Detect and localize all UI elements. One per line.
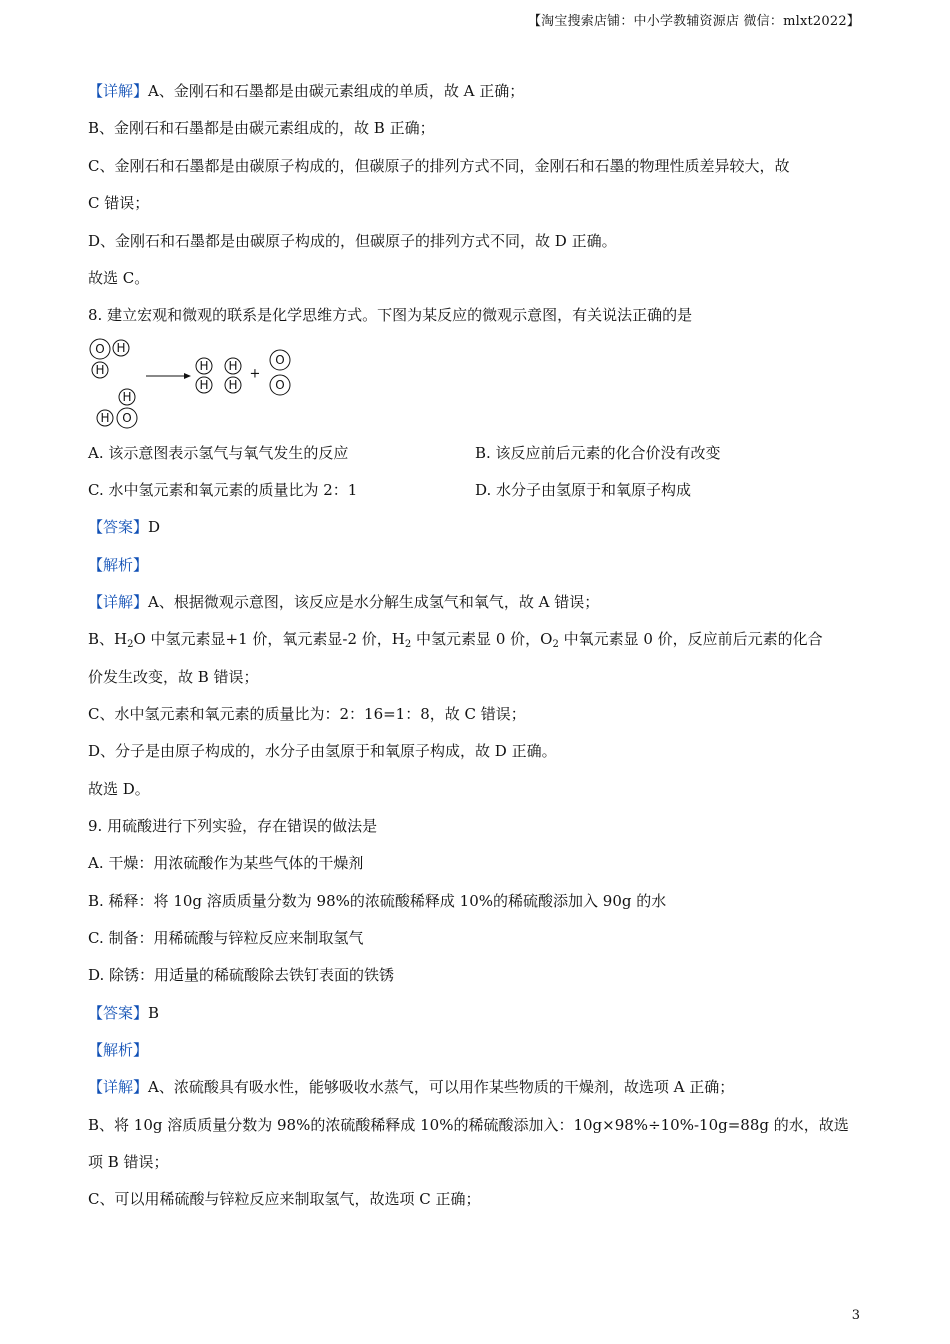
q9-detail-b1: B、将 10g 溶质质量分数为 98%的浓硫酸稀释成 10%的稀硫酸添加入：10g×98%÷10%-10g=88g 的水，故选	[88, 1116, 849, 1134]
answer-value: D	[148, 518, 161, 536]
answer-tag: 【答案】	[88, 1004, 149, 1022]
q9-stem: 9. 用硫酸进行下列实验，存在错误的做法是	[88, 817, 378, 835]
q9-option-c: C. 制备：用稀硫酸与锌粒反应来制取氢气	[88, 929, 364, 947]
q8-detail-a: 【详解】A、根据微观示意图，该反应是水分解生成氢气和氧气，故 A 错误；	[88, 593, 600, 611]
q7-detail-line-a: 【详解】A、金刚石和石墨都是由碳元素组成的单质，故 A 正确；	[88, 82, 525, 100]
q9-option-a: A. 干燥：用浓硫酸作为某些气体的干燥剂	[88, 854, 364, 872]
q7-detail-line-c2: C 错误；	[88, 194, 150, 212]
detail-tag: 【详解】	[88, 82, 149, 100]
atom-h-label: H	[199, 359, 209, 373]
atom-h-label: H	[95, 363, 105, 377]
q8-option-b: B. 该反应前后元素的化合价没有改变	[475, 444, 721, 462]
page-number: 3	[851, 1308, 860, 1323]
detail-tag: 【详解】	[88, 1078, 149, 1096]
q9-detail-c: C、可以用稀硫酸与锌粒反应来制取氢气，故选项 C 正确；	[88, 1190, 481, 1208]
atom-h-label: H	[228, 359, 238, 373]
q8-stem: 8. 建立宏观和微观的联系是化学思维方式。下图为某反应的微观示意图，有关说法正确的是	[88, 306, 693, 324]
q8-detail-d: D、分子是由原子构成的，水分子由氢原于和氧原子构成，故 D 正确。	[88, 742, 557, 760]
q8-conclusion: 故选 D。	[88, 780, 150, 798]
atom-o-label: O	[122, 411, 132, 425]
q8-option-a: A. 该示意图表示氢气与氧气发生的反应	[88, 444, 349, 462]
q8-answer	[88, 517, 160, 537]
q8-analysis-tag: 【解析】	[88, 556, 149, 574]
q8-detail-c: C、水中氢元素和氧元素的质量比为：2：16=1：8，故 C 错误；	[88, 705, 526, 723]
q8-detail-b: B、$H_2O$ 中氢元素显+1 价，氧元素显-2 价，$H_2$ 中氢元素显 0 价，$O_2$ 中氧元素显 0 价，反应前后元素的化合	[88, 630, 823, 650]
q7-detail-line-d: D、金刚石和石墨都是由碳原子构成的，但碳原子的排列方式不同，故 D 正确。	[88, 232, 617, 250]
q9-answer	[88, 1003, 159, 1023]
atom-h-label: H	[116, 341, 126, 355]
detail-tag: 【详解】	[88, 593, 149, 611]
atom-o-label: O	[275, 378, 285, 392]
reaction-diagram	[84, 336, 304, 432]
q7-conclusion: 故选 C。	[88, 269, 150, 287]
atom-o-label: O	[95, 342, 105, 356]
q9-detail-a: 【详解】A、浓硫酸具有吸水性，能够吸收水蒸气，可以用作某些物质的干燥剂，故选项 A 正确；	[88, 1078, 735, 1096]
q9-option-d: D. 除锈：用适量的稀硫酸除去铁钉表面的铁锈	[88, 966, 395, 984]
atom-h-label: H	[228, 378, 238, 392]
atom-h-label: H	[199, 378, 209, 392]
answer-tag: 【答案】	[88, 518, 149, 536]
q9-option-b: B. 稀释：将 10g 溶质质量分数为 98%的浓硫酸稀释成 10%的稀硫酸添加入 90g 的水	[88, 892, 667, 910]
atom-o-label: O	[275, 353, 285, 367]
page-header: 【淘宝搜索店铺：中小学教辅资源店 微信：mlxt2022】	[527, 14, 860, 29]
q8-option-d: D. 水分子由氢原于和氧原子构成	[475, 481, 692, 499]
q8-detail-b-cont: 价发生改变，故 B 错误；	[88, 668, 259, 686]
atom-h-label: H	[122, 390, 132, 404]
q7-detail-line-b: B、金刚石和石墨都是由碳元素组成的，故 B 正确；	[88, 119, 435, 137]
atom-h-label: H	[100, 411, 110, 425]
plus-sign: +	[249, 366, 261, 382]
q8-option-c: C. 水中氢元素和氧元素的质量比为 2：1	[88, 481, 358, 499]
reaction-arrow	[146, 373, 191, 379]
q7-detail-line-c1: C、金刚石和石墨都是由碳原子构成的，但碳原子的排列方式不同，金刚石和石墨的物理性质差异较大，故	[88, 157, 790, 175]
q9-detail-b2: 项 B 错误；	[88, 1153, 169, 1171]
answer-value: B	[148, 1004, 160, 1022]
q9-analysis-tag: 【解析】	[88, 1041, 149, 1059]
